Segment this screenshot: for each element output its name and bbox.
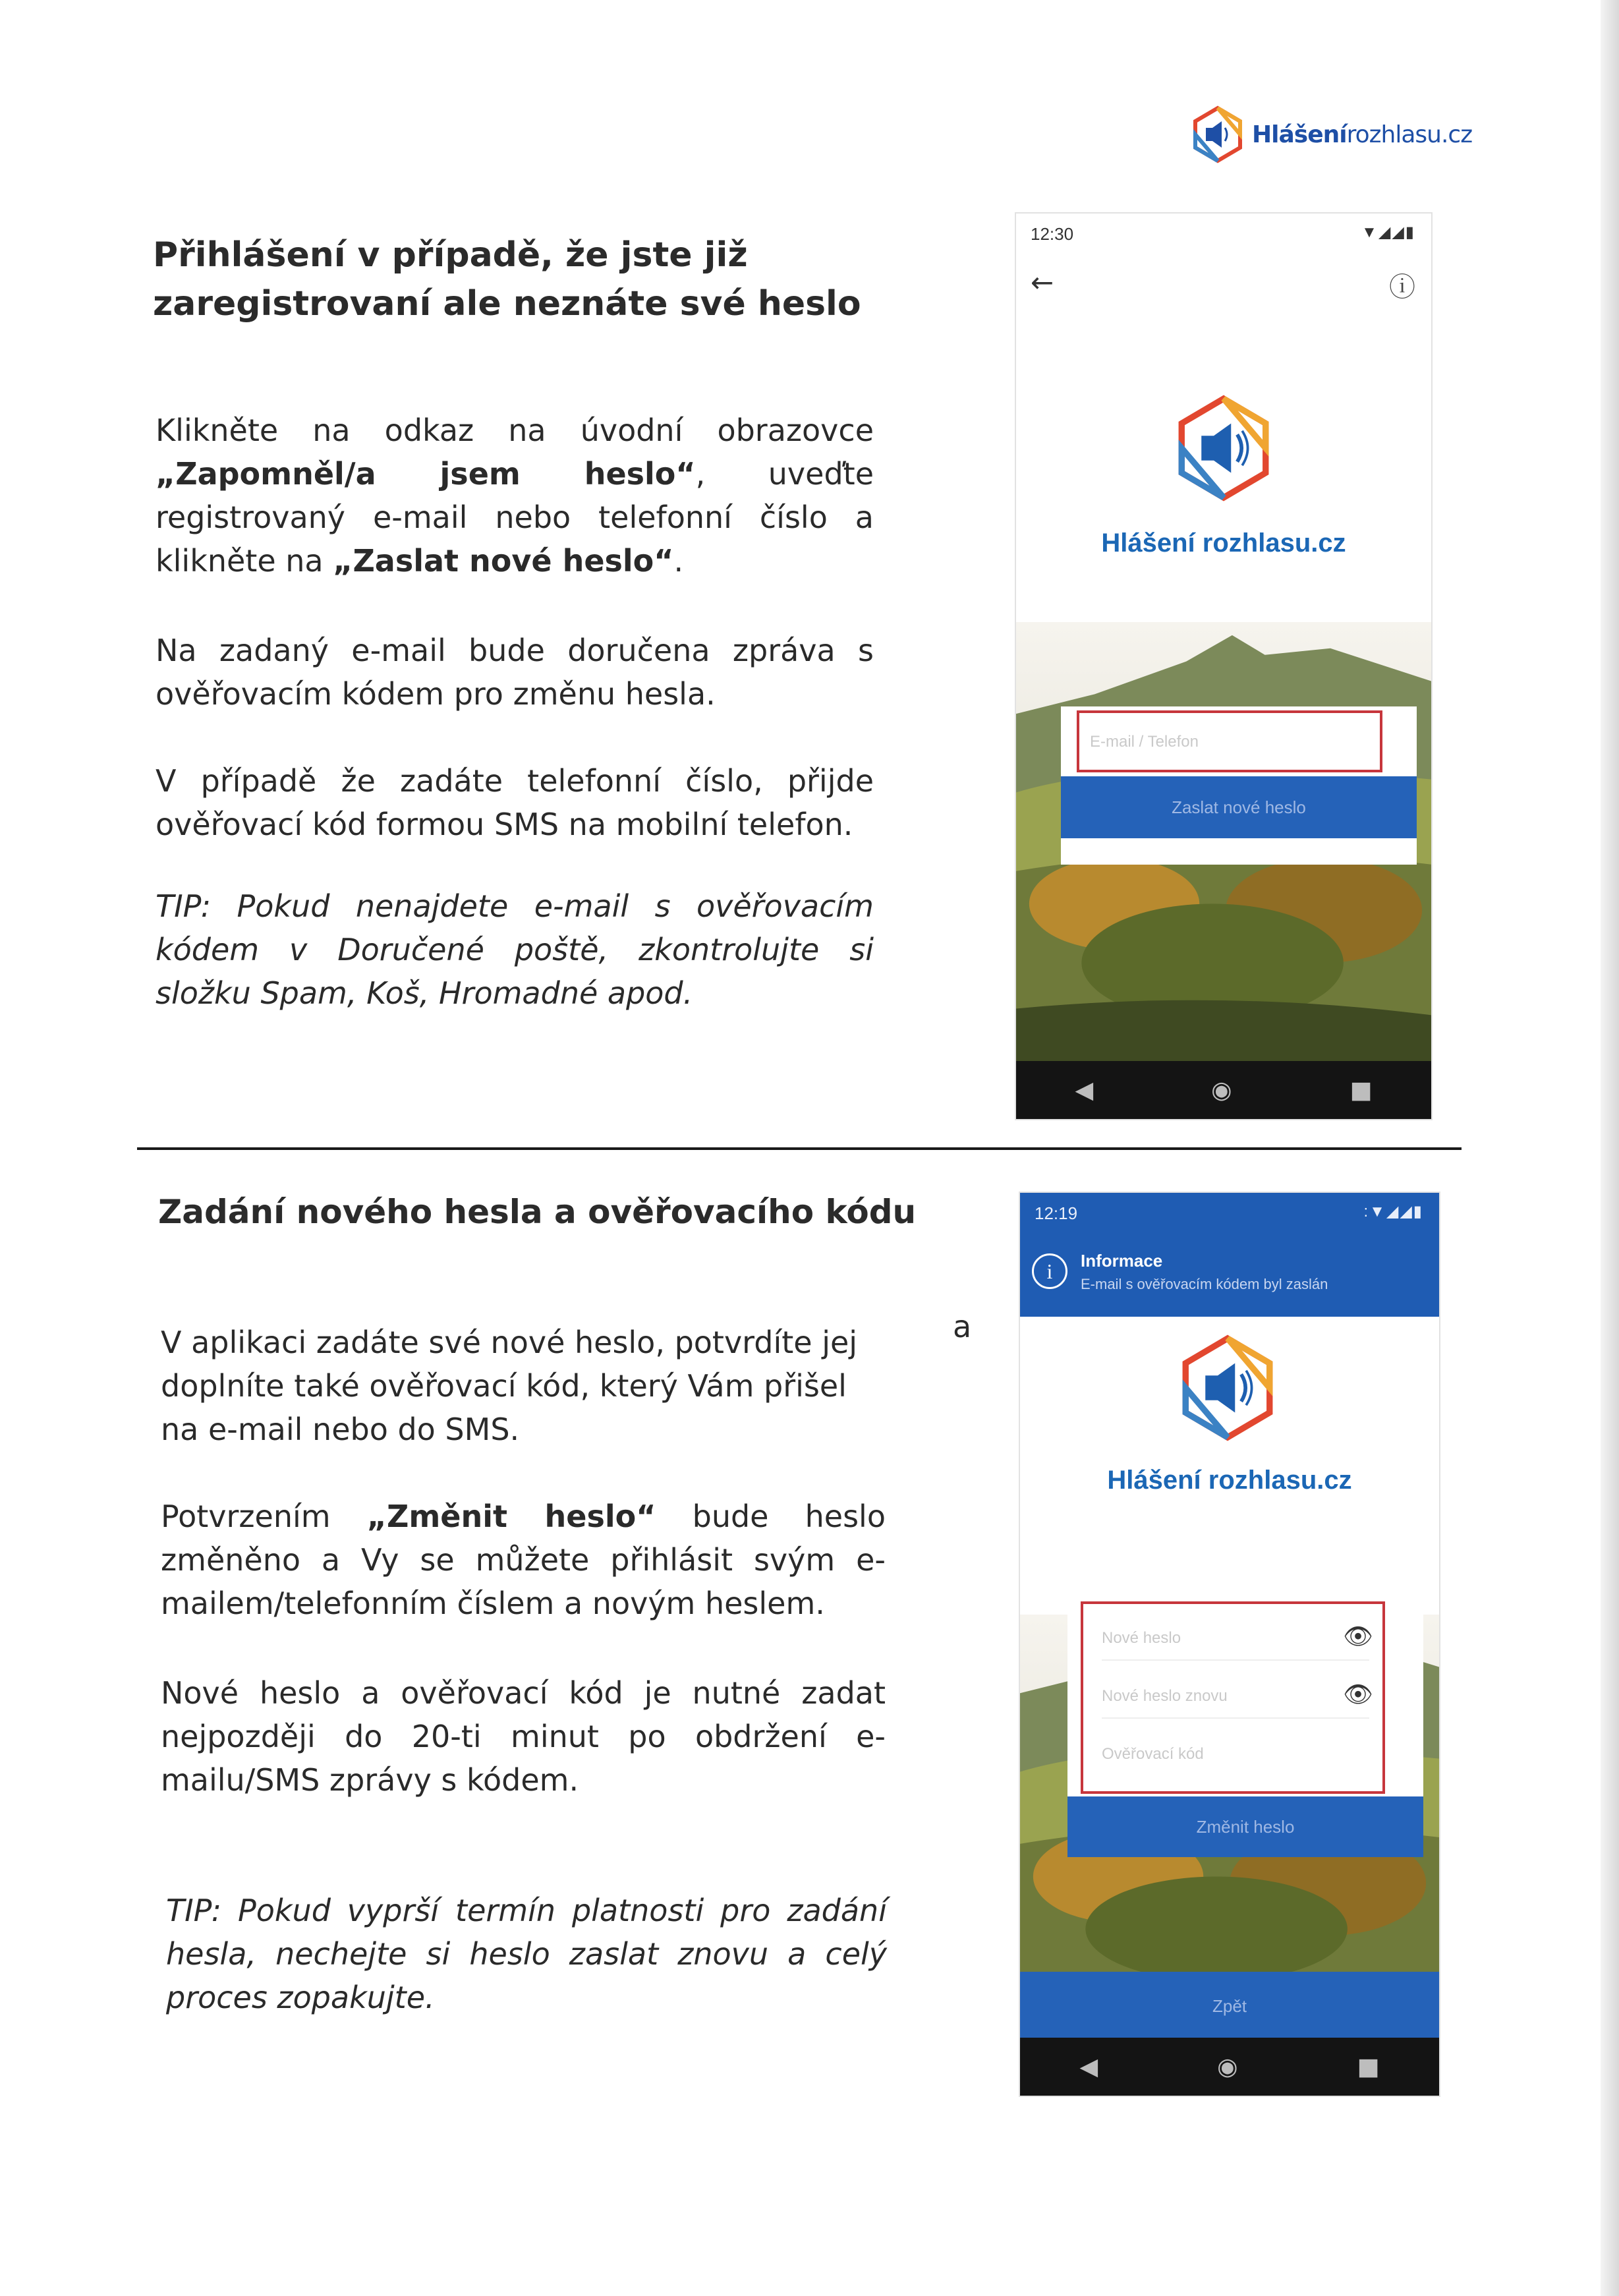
info-banner-text: E-mail s ověřovacím kódem byl zaslán bbox=[1081, 1276, 1328, 1292]
nav-home-icon[interactable]: ◉ bbox=[1217, 2053, 1238, 2081]
app-logo-icon bbox=[1174, 393, 1273, 503]
stray-letter: a bbox=[953, 1309, 972, 1344]
verification-code-input[interactable]: Ověřovací kód bbox=[1102, 1745, 1204, 1763]
section2-tip: TIP: Pokud vyprší termín platnosti pro zadání hesla, nechejte si heslo zaslat znovu a celý proces zopakujte. bbox=[166, 1893, 887, 2015]
brand-name: Hlášenírozhlasu.cz bbox=[1252, 121, 1473, 148]
brand-logo bbox=[1191, 105, 1472, 163]
signal-icon: :▼◢◢▮ bbox=[1363, 1203, 1423, 1220]
nav-back-icon[interactable]: ◀ bbox=[1075, 1076, 1094, 1104]
confirm-password-input[interactable]: Nové heslo znovu bbox=[1102, 1687, 1228, 1705]
section1-title: Přihlášení v případě, že jste již zaregistrovaní ale neznáte své heslo bbox=[153, 235, 861, 324]
android-nav-bar bbox=[1020, 2038, 1439, 2096]
back-button[interactable]: Zpět bbox=[1020, 1972, 1439, 2040]
section2-title: Zadání nového hesla a ověřovacího kódu bbox=[158, 1193, 917, 1231]
section2-paragraph-3: Nové heslo a ověřovací kód je nutné zadat nejpozději do 20-ti minut po obdržení e-mailu/SMS zprávy s kódem. bbox=[161, 1675, 886, 1798]
show-password-eye-icon[interactable]: 👁 bbox=[1343, 1681, 1373, 1708]
speaker-hexagon-icon bbox=[1191, 105, 1244, 163]
app-name: Hlášení rozhlasu.cz bbox=[1107, 1466, 1352, 1495]
info-icon: i bbox=[1032, 1253, 1067, 1289]
app-name: Hlášení rozhlasu.cz bbox=[1101, 529, 1346, 558]
section2-paragraph-2: Potvrzením „Změnit heslo“ bude heslo změněno a Vy se můžete přihlásit svým e-mailem/telefonním číslem a novým heslem. bbox=[161, 1499, 886, 1621]
send-new-password-button[interactable]: Zaslat nové heslo bbox=[1061, 776, 1417, 838]
password-fields-group bbox=[1081, 1601, 1385, 1794]
nav-back-icon[interactable]: ◀ bbox=[1079, 2053, 1098, 2081]
phone-screenshot-change-password bbox=[1019, 1191, 1440, 2097]
info-banner-title: Informace bbox=[1081, 1251, 1163, 1271]
status-time: 12:30 bbox=[1031, 224, 1074, 244]
change-password-button[interactable]: Změnit heslo bbox=[1067, 1796, 1423, 1857]
section1-paragraph-3: V případě že zadáte telefonní číslo, přijde ověřovací kód formou SMS na mobilní telefon. bbox=[156, 763, 874, 842]
info-icon[interactable]: ⓘ bbox=[1389, 272, 1415, 302]
new-password-input[interactable]: Nové heslo bbox=[1102, 1629, 1181, 1647]
email-phone-input[interactable]: E-mail / Telefon bbox=[1077, 710, 1382, 772]
section1-paragraph-1: Klikněte na odkaz na úvodní obrazovce „Zapomněl/a jsem heslo“, uveďte registrovaný e-mail nebo telefonní číslo a klikněte na „Zaslat nové heslo“. bbox=[156, 413, 874, 579]
status-time: 12:19 bbox=[1035, 1203, 1078, 1223]
signal-icon: ▼◢◢▮ bbox=[1361, 223, 1415, 241]
status-bar bbox=[1020, 1193, 1439, 1234]
section-divider bbox=[137, 1147, 1462, 1150]
back-arrow-icon[interactable]: ← bbox=[1031, 266, 1054, 299]
app-logo-icon bbox=[1178, 1333, 1277, 1443]
nav-recent-icon[interactable]: ■ bbox=[1349, 1076, 1373, 1104]
section1-paragraph-2: Na zadaný e-mail bude doručena zpráva s ověřovacím kódem pro změnu hesla. bbox=[156, 633, 874, 712]
section2-paragraph-1: V aplikaci zadáte své nové heslo, potvrdíte jej doplníte také ověřovací kód, který Vám přišel na e-mail nebo do SMS. bbox=[161, 1325, 858, 1447]
nav-home-icon[interactable]: ◉ bbox=[1211, 1076, 1232, 1104]
show-password-eye-icon[interactable]: 👁 bbox=[1343, 1623, 1373, 1650]
scan-edge bbox=[1601, 0, 1619, 2296]
nav-recent-icon[interactable]: ■ bbox=[1357, 2053, 1380, 2081]
phone-screenshot-forgot-password bbox=[1015, 212, 1433, 1120]
status-bar bbox=[1016, 214, 1431, 254]
android-nav-bar bbox=[1016, 1061, 1431, 1119]
section1-tip: TIP: Pokud nenajdete e-mail s ověřovacím kódem v Doručené poště, zkontrolujte si složku Spam, Koš, Hromadné apod. bbox=[156, 888, 874, 1011]
